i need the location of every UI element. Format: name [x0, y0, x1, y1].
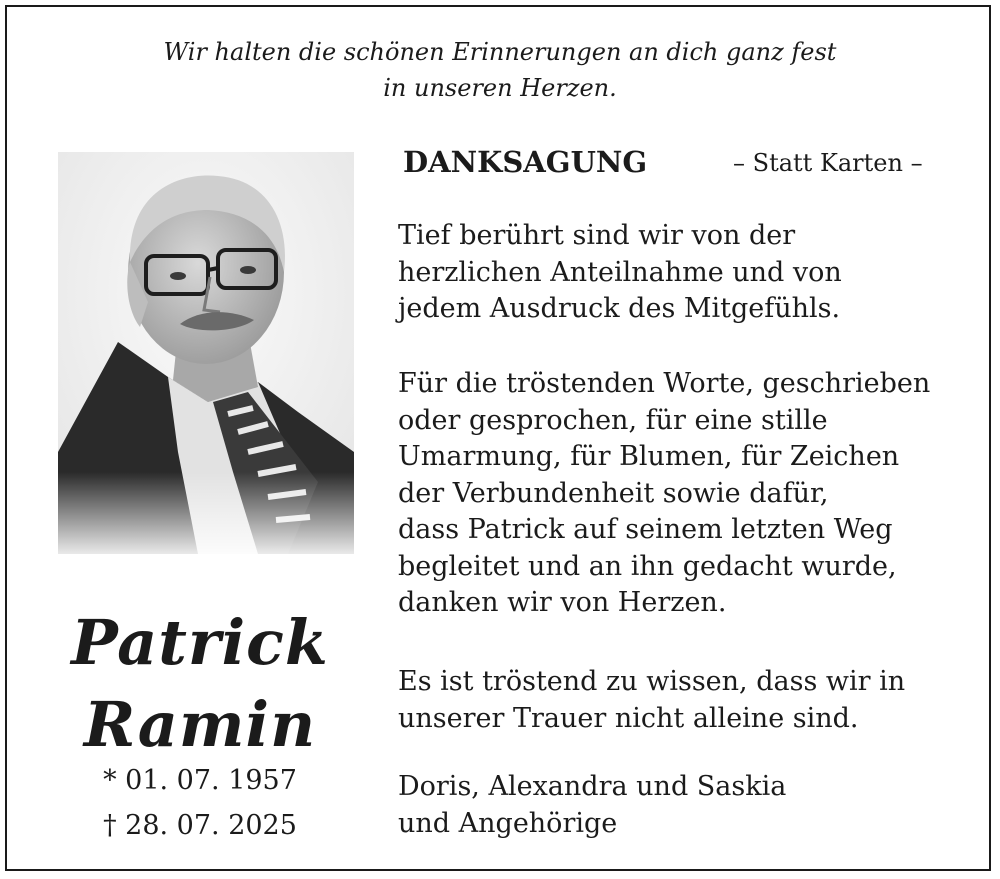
notice-subtitle: – Statt Karten – [733, 149, 923, 177]
text-line: herzlichen Anteilnahme und von [398, 256, 842, 288]
text-line: Tief berührt sind wir von der [398, 220, 796, 251]
death-date: † 28. 07. 2025 [103, 810, 297, 841]
text-line: jedem Ausdruck des Mitgefühls. [398, 293, 841, 324]
portrait-photo [58, 152, 354, 554]
paragraph-comfort [398, 664, 968, 737]
text-line: begleitet und an ihn gedacht wurde, [398, 550, 897, 582]
deceased-first-name: Patrick [71, 606, 329, 679]
text-line: Für die tröstenden Worte, geschrieben [398, 368, 931, 399]
motto [0, 34, 1000, 106]
text-line: unserer Trauer nicht alleine sind. [398, 702, 859, 734]
text-line: Es ist tröstend zu wissen, dass wir in [398, 666, 906, 697]
motto-line-2: in unseren Herzen. [383, 74, 617, 102]
deceased-last-name: Ramin [83, 688, 317, 761]
text-line: Umarmung, für Blumen, für Zeichen [398, 441, 900, 472]
signature-line: Doris, Alexandra und Saskia [398, 771, 787, 802]
text-line: danken wir von Herzen. [398, 587, 727, 618]
text-line: der Verbundenheit sowie dafür, [398, 477, 829, 509]
signature-line: und Angehörige [398, 807, 618, 839]
birth-date: * 01. 07. 1957 [103, 765, 297, 796]
paragraph-thanks [398, 218, 968, 328]
text-line: oder gesprochen, für eine stille [398, 404, 828, 436]
signature [398, 769, 968, 842]
text-line: dass Patrick auf seinem letzten Weg [398, 514, 893, 545]
notice-title: DANKSAGUNG [403, 145, 648, 179]
portrait-illustration [58, 152, 354, 554]
paragraph-gratitude [398, 366, 968, 622]
motto-line-1: Wir halten die schönen Erinnerungen an dich ganz fest [163, 38, 837, 66]
